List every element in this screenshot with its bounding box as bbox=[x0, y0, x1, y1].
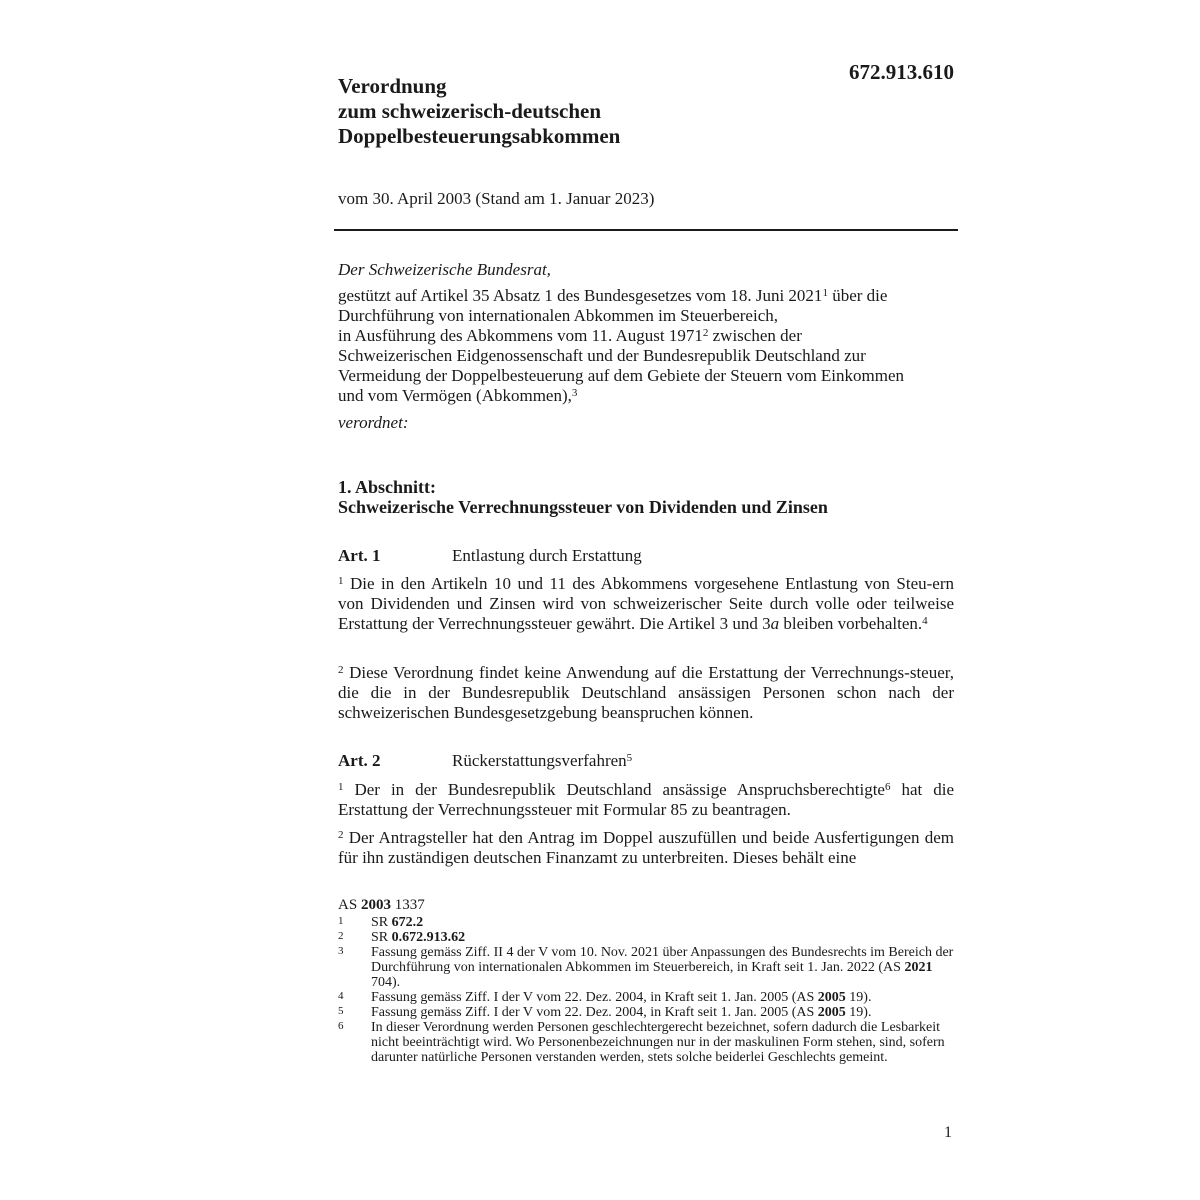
footnote-number: 6 bbox=[338, 1020, 344, 1032]
footnote-ref[interactable]: 4 bbox=[922, 615, 928, 627]
page-number: 1 bbox=[944, 1124, 952, 1141]
footnote-item: 6 In dieser Verordnung werden Personen geschlechtergerecht bezeichnet, sofern dadurch die Lesbarkeit nicht beeinträchtigt wird. Wo Personenbezeichnungen nur in der maskulinen Form stehen, sind, sofern darunter natürliche Personen verstanden werden, stets solche beiderlei Geschlechts gemeint. bbox=[338, 1020, 945, 1065]
footnote-ref[interactable]: 1 bbox=[822, 287, 828, 299]
article-1-heading bbox=[338, 546, 642, 566]
article-1-paragraph-1: $^1$ Die in den Artikeln 10 und 11 des Abkommens vorgesehene Entlastung von Steu-ern von Dividenden und Zinsen wird von schweizerischer Seite durch volle oder teilweise Erstattung der Verrechnungssteuer gewährt. Die Artikel 3 und 3a bleiben vorbehalten.$^4$ bbox=[338, 574, 954, 633]
article-1-title: Entlastung durch Erstattung bbox=[452, 546, 642, 565]
preamble-line: gestützt auf Artikel 35 Absatz 1 des Bundesgesetzes vom 18. Juni 2021$^1$ über die bbox=[338, 286, 888, 305]
title-line-3: Doppelbesteuerungsabkommen bbox=[338, 124, 621, 148]
preamble-verordnet: verordnet: bbox=[338, 413, 409, 432]
footnote-item: 3 Fassung gemäss Ziff. II 4 der V vom 10. Nov. 2021 über Anpassungen des Bundesrechts im Bereich der Durchführung von internationalen Abkommen im Steuerbereich, in Kraft seit 1. Jan. 2022 (AS 2021 704). bbox=[338, 945, 954, 990]
footnote-item: 2 SR 0.672.913.62 bbox=[338, 930, 466, 945]
footnote-number: 1 bbox=[338, 915, 344, 927]
section-heading bbox=[338, 477, 828, 517]
preamble-line: Schweizerischen Eidgenossenschaft und der Bundesrepublik Deutschland zur bbox=[338, 346, 866, 365]
official-compilation-ref: AS 2003 1337 bbox=[338, 897, 425, 913]
title-line-1: Verordnung bbox=[338, 74, 447, 98]
article-2-heading bbox=[338, 751, 632, 771]
footnote-ref[interactable]: 2 bbox=[702, 327, 709, 339]
footnote-ref[interactable]: 3 bbox=[571, 387, 578, 399]
article-1-paragraph-2: $^2$ Diese Verordnung findet keine Anwendung auf die Erstattung der Verrechnungs-steuer, die die in der Bundesrepublik Deutschland ansässigen Personen schon nach der schweizerischen Bundesgesetzgebung beanspruchen können. bbox=[338, 663, 954, 722]
article-2-title: Rückerstattungsverfahren bbox=[452, 751, 627, 770]
document-date: vom 30. April 2003 (Stand am 1. Januar 2023) bbox=[338, 189, 655, 208]
document-page bbox=[338, 0, 956, 1200]
preamble-line: Durchführung von internationalen Abkommen im Steuerbereich, bbox=[338, 306, 778, 325]
footnote-number: 4 bbox=[338, 990, 344, 1002]
preamble-line: Vermeidung der Doppelbesteuerung auf dem Gebiete der Steuern vom Einkommen bbox=[338, 366, 905, 385]
article-2-paragraph-1: $^1$ Der in der Bundesrepublik Deutschland ansässige Anspruchsberechtigte$^6$ hat die Erstattung der Verrechnungssteuer mit Formular 85 zu beantragen. bbox=[338, 780, 954, 819]
footnote-ref[interactable]: 6 bbox=[884, 781, 891, 793]
footnote-item: 1 SR 672.2 bbox=[338, 915, 424, 930]
preamble-line: in Ausführung des Abkommens vom 11. August 1971$^2$ zwischen der bbox=[338, 326, 802, 345]
footnotes bbox=[338, 897, 956, 1065]
article-1-label: Art. 1 bbox=[338, 546, 381, 565]
section-number: 1. Abschnitt: bbox=[338, 477, 437, 497]
footnote-number: 3 bbox=[338, 945, 344, 957]
document-title bbox=[338, 74, 620, 149]
footnote-number: 2 bbox=[338, 930, 344, 942]
article-2-paragraph-2: $^2$ Der Antragsteller hat den Antrag im Doppel auszufüllen und beide Ausfertigungen dem für ihn zuständigen deutschen Finanzamt zu unterbreiten. Dieses behält eine bbox=[338, 828, 954, 867]
preamble-authority: Der Schweizerische Bundesrat, bbox=[338, 260, 551, 279]
footnote-item: 4 Fassung gemäss Ziff. I der V vom 22. Dez. 2004, in Kraft seit 1. Jan. 2005 (AS 2005 19). bbox=[338, 990, 872, 1005]
section-title: Schweizerische Verrechnungssteuer von Dividenden und Zinsen bbox=[338, 497, 828, 517]
header-divider bbox=[334, 229, 958, 231]
title-line-2: zum schweizerisch-deutschen bbox=[338, 99, 602, 123]
preamble-line: und vom Vermögen (Abkommen),$^3$ bbox=[338, 386, 578, 405]
footnote-ref[interactable]: 5 bbox=[626, 752, 633, 764]
sr-number: 672.913.610 bbox=[849, 60, 954, 84]
article-2-label: Art. 2 bbox=[338, 751, 381, 770]
footnote-number: 5 bbox=[338, 1005, 344, 1017]
preamble-basis bbox=[338, 286, 954, 406]
footnote-item: 5 Fassung gemäss Ziff. I der V vom 22. Dez. 2004, in Kraft seit 1. Jan. 2005 (AS 2005 19). bbox=[338, 1005, 872, 1020]
